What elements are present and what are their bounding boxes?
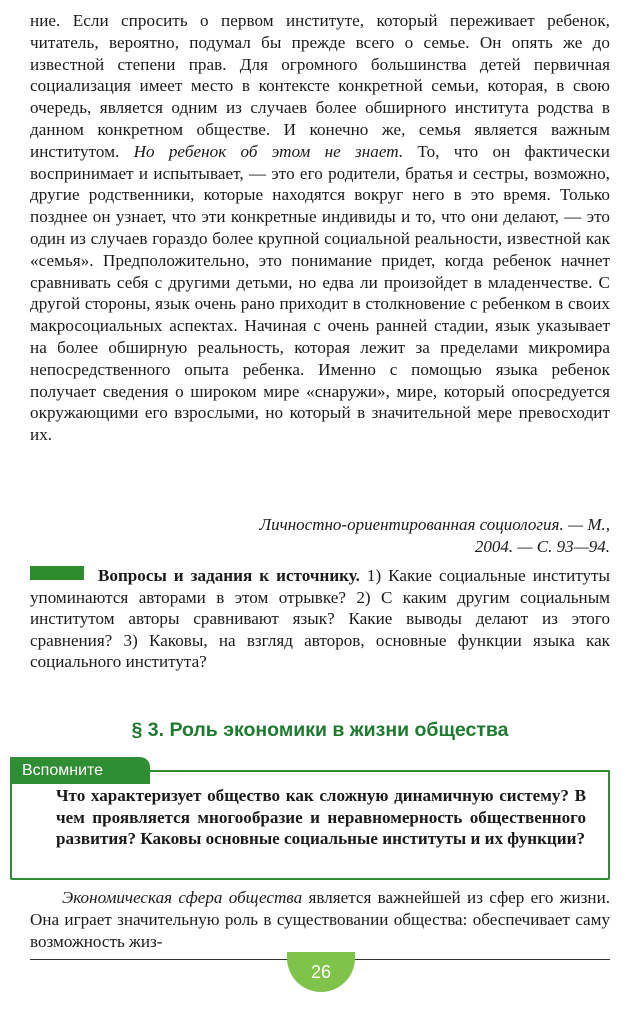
section-intro-italic: Экономическая сфера общества <box>62 888 303 907</box>
questions-lead: Вопросы и задания к источнику. <box>98 566 360 585</box>
section-intro <box>30 887 610 953</box>
excerpt-part-1: ние. Если спросить о первом институте, который переживает ребенок, читатель, вероятно, подумал бы прежде всего о семье. Он опять же до известной степени прав. Для огромного большинства детей первичная социализация имеет место в контексте конкретной семьи, которая, в свою очередь, является одним из случаев более обширного института родства в данном конкретном обществе. И конечно же, семья является важным институтом. <box>30 11 610 161</box>
citation-line-1: Личностно-ориентированная социология. — М., <box>259 515 610 534</box>
excerpt-italic: Но ребенок об этом не знает. <box>133 141 404 161</box>
section-title: § 3. Роль экономики в жизни общества <box>131 719 509 741</box>
excerpt-paragraph <box>30 10 610 446</box>
page-number: 26 <box>287 952 355 992</box>
recall-text: Что характеризует общество как сложную динамичную систему? В чем проявляется многообразие и неравномерность общественного развития? Каковы основные социальные институты и их функции? <box>56 786 586 848</box>
excerpt-part-2: То, что он фактически воспринимает и испытывает, — это его родители, братья и сестры, возможно, другие родственники, которые находятся вокруг него в это время. Только позднее он узнает, что эти конкретные индивиды и то, что они делают, — это один из случаев гораздо более крупной социальной реальности, известной как «семья». Предположительно, это понимание придет, когда ребенок начнет сравнивать себя с другими детьми, но едва ли произойдет в младенчестве. С другой стороны, язык очень рано приходит в столкновение с ребенком в своих макросоциальных аспектах. Начиная с очень ранней стадии, язык указывает на более обширную реальность, которая лежит за пределами микромира непосредственного опыта ребенка. Именно с помощью языка ребенок получает сведения о широком мире «снаружи», мире, который опосредуется окружающими его взрослыми, но который в значительной мере превосходит их. <box>30 141 610 445</box>
source-excerpt <box>30 10 610 446</box>
section-intro-text: является важнейшей из сфер его жизни. Она играет значительную роль в существовании общества: обеспечивает саму возможность жиз- <box>30 888 610 951</box>
citation <box>150 514 610 557</box>
source-questions <box>30 565 610 673</box>
questions-text: 1) Какие социальные институты упоминаются авторами в этом отрывке? 2) С каким другим социальным институтом авторы сравнивают язык? Какие выводы делают из этого сравнения? 3) Каковы, на взгляд авторов, основные функции языка как социального института? <box>30 566 610 671</box>
recall-tab: Вспомните <box>10 757 150 784</box>
citation-line-2: 2004. — С. 93—94. <box>474 536 610 556</box>
green-marker-icon <box>30 566 84 580</box>
